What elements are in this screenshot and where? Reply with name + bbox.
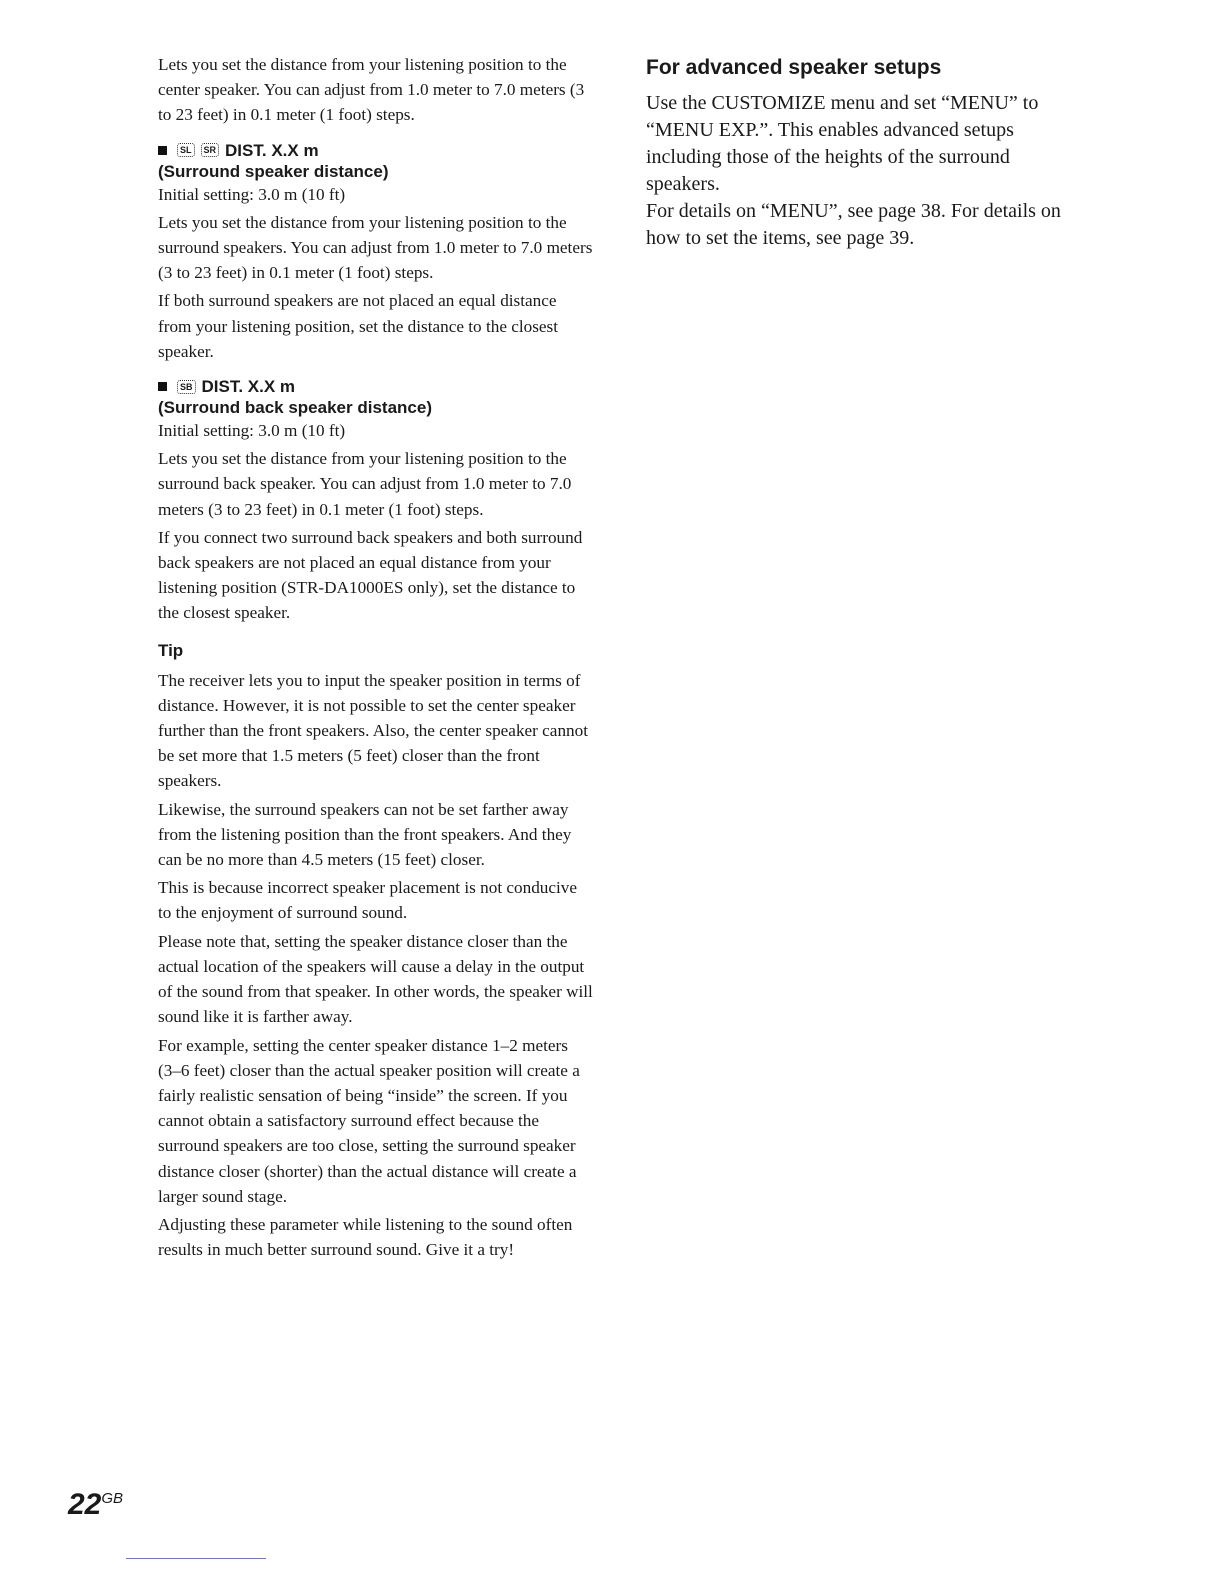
page-number xyxy=(68,1488,123,1522)
speaker-sb-icon: SB xyxy=(177,380,196,394)
square-bullet-icon xyxy=(158,382,167,391)
speaker-sl-icon: SL xyxy=(177,143,195,157)
bottom-rule xyxy=(126,1558,266,1559)
tip-paragraph-1: The receiver lets you to input the speaker position in terms of distance. However, it is not possible to set the center speaker further than the front speakers. Also, the center speaker cannot be set more that 1.5 meters (5 feet) closer than the front speakers. xyxy=(158,670,588,791)
advanced-setups-paragraph-1: Use the CUSTOMIZE menu and set “MENU” to “MENU EXP.”. This enables advanced setups including those of the heights of the surround speakers. xyxy=(646,92,1039,195)
tip-paragraph-5: For example, setting the center speaker distance 1–2 meters (3–6 feet) closer than the actual speaker position will create a fairly realistic sensation of being “inside” the screen. If you cannot obtain a satisfactory surround effect because the surround speakers are too close, setting the surround speaker distance closer (shorter) than the actual distance will create a larger sound stage. xyxy=(158,1035,580,1206)
tip-paragraph-2: Likewise, the surround speakers can not be set farther away from the listening position than the front speakers. And they can be no more than 4.5 meters (15 feet) closer. xyxy=(158,799,572,870)
surround-distance-heading xyxy=(158,140,594,161)
surround-back-paragraph-2: If you connect two surround back speakers and both surround back speakers are not placed an equal distance from your listening position (STR-DA1000ES only), set the distance to the closest speaker. xyxy=(158,527,583,623)
surround-initial-setting: Initial setting: 3.0 m (10 ft) xyxy=(158,184,346,204)
surround-distance-subtitle: (Surround speaker distance) xyxy=(158,161,389,181)
center-distance-paragraph: Lets you set the distance from your listening position to the center speaker. You can adjust from 1.0 meter to 7.0 meters (3 to 23 feet) in 0.1 meter (1 foot) steps. xyxy=(158,55,585,125)
advanced-setups-title: For advanced speaker setups xyxy=(646,56,942,79)
left-column xyxy=(158,52,594,1265)
page-number-value: 22 xyxy=(68,1488,102,1521)
tip-paragraph-3: This is because incorrect speaker placement is not conducive to the enjoyment of surround sound. xyxy=(158,878,578,923)
surround-back-paragraph-1: Lets you set the distance from your listening position to the surround back speaker. You can adjust from 1.0 meter to 7.0 meters (3 to 23 feet) in 0.1 meter (1 foot) steps. xyxy=(158,449,572,519)
surround-paragraph-2: If both surround speakers are not placed an equal distance from your listening position, set the distance to the closest speaker. xyxy=(158,291,559,361)
square-bullet-icon xyxy=(158,146,167,155)
surround-back-distance-heading xyxy=(158,376,594,397)
surround-distance-section xyxy=(158,140,594,364)
tip-label: Tip xyxy=(158,640,184,660)
surround-distance-title: DIST. X.X m xyxy=(225,140,319,160)
surround-back-initial-setting: Initial setting: 3.0 m (10 ft) xyxy=(158,421,346,441)
tip-paragraph-6: Adjusting these parameter while listening to the sound often results in much better surround sound. Give it a try! xyxy=(158,1214,573,1260)
right-column xyxy=(646,52,1086,252)
page-number-suffix: GB xyxy=(101,1490,124,1507)
surround-paragraph-1: Lets you set the distance from your listening position to the surround speakers. You can adjust from 1.0 meter to 7.0 meters (3 to 23 feet) in 0.1 meter (1 foot) steps. xyxy=(158,212,593,283)
surround-back-distance-subtitle: (Surround back speaker distance) xyxy=(158,398,432,418)
surround-back-distance-section xyxy=(158,376,594,626)
surround-back-distance-title: DIST. X.X m xyxy=(201,377,296,397)
speaker-sr-icon: SR xyxy=(201,143,220,157)
tip-paragraph-4: Please note that, setting the speaker distance closer than the actual location of the speakers will cause a delay in the output of the sound from that speaker. In other words, the speaker will sound like it is farther away. xyxy=(158,931,593,1027)
tip-section xyxy=(158,640,594,1263)
advanced-setups-paragraph-2: For details on “MENU”, see page 38. For details on how to set the items, see page 39. xyxy=(646,200,1061,249)
